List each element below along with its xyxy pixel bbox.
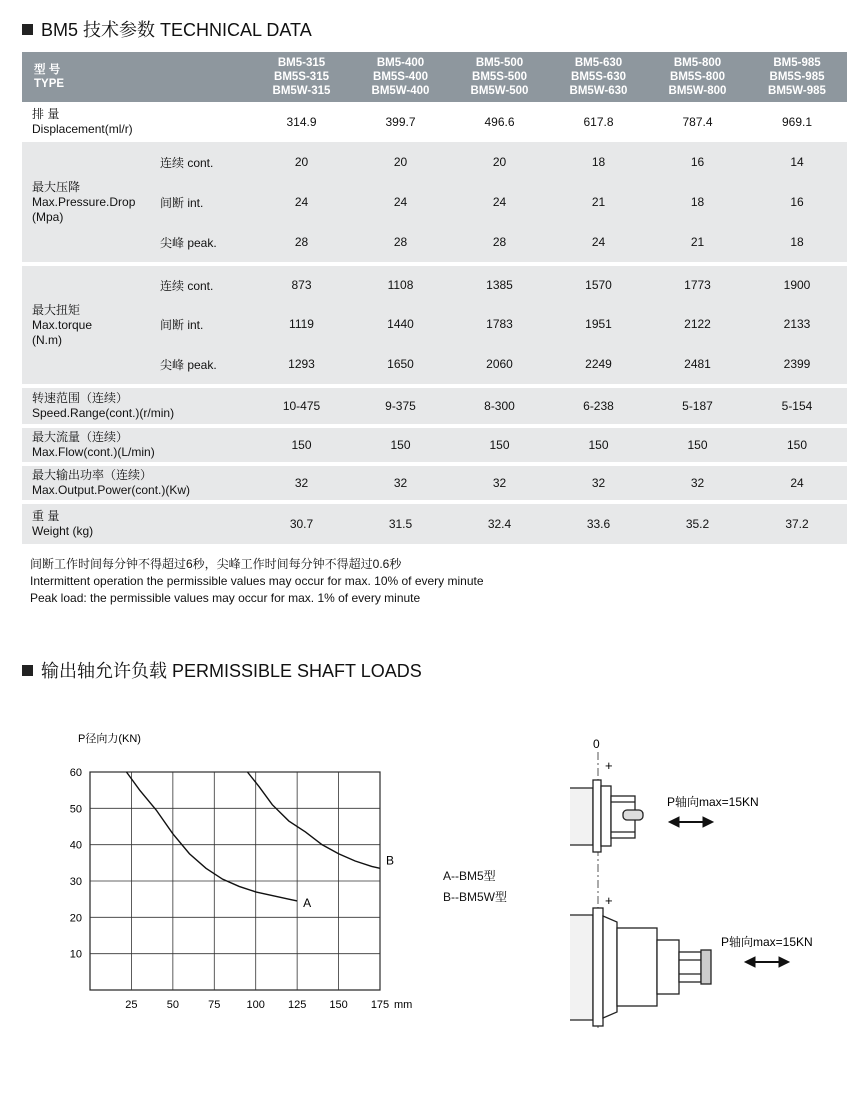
- row-displacement: 排 量 Displacement(ml/r) 314.9 399.7 496.6 617.8 787.4 969.1: [22, 102, 847, 142]
- y-tick-label: 30: [69, 876, 82, 888]
- y-axis-label: P径向力(KN): [78, 733, 141, 745]
- square-bullet-icon: [22, 24, 33, 35]
- x-tick-label: 75: [208, 999, 221, 1011]
- zero-label: 0: [593, 737, 600, 751]
- row-speed: 转速范围（连续） Speed.Range(cont.)(r/min) 10-475 9-375 8-300 6-238 5-187 5-154: [22, 388, 847, 424]
- row-torque-cont: 最大扭矩 Max.torque (N.m) 连续 cont. 873 1108 1385 1570 1773 1900: [22, 266, 847, 304]
- double-arrow-icon: [669, 817, 713, 827]
- type-header: 型 号 TYPE: [22, 52, 252, 102]
- plus-label: +: [605, 893, 613, 908]
- row-torque-peak: 尖峰 peak. 1293 1650 2060 2249 2481 2399: [22, 344, 847, 384]
- shaft-load-chart: [40, 720, 440, 1030]
- row-pressure-int: 间断 int. 24 24 24 21 18 16: [22, 182, 847, 222]
- note-line: Intermittent operation the permissible values may occur for max. 10% of every minute: [30, 574, 484, 588]
- note-line: Peak load: the permissible values may occur for max. 1% of every minute: [30, 591, 421, 605]
- row-power: 最大输出功率（连续） Max.Output.Power(cont.)(Kw) 32 32 32 32 32 24: [22, 466, 847, 500]
- legend-b: B--BM5W型: [443, 890, 507, 904]
- model-header: BM5-630 BM5S-630 BM5W-630: [549, 52, 648, 102]
- row-label-torque: 最大扭矩 Max.torque (N.m): [22, 266, 160, 384]
- section-title-shaft-loads: [22, 657, 422, 683]
- axial-load-label-2: P轴向max=15KN: [721, 935, 813, 949]
- series-label-b: B: [386, 853, 395, 868]
- x-tick-label: 125: [287, 999, 307, 1011]
- series-line-a: [126, 772, 297, 901]
- x-axis-label: mm: [394, 999, 413, 1011]
- series-line-b: [247, 772, 380, 868]
- x-tick-label: 50: [166, 999, 179, 1011]
- double-arrow-icon: [745, 957, 789, 967]
- row-weight: 重 量 Weight (kg) 30.7 31.5 32.4 33.6 35.2 37.2: [22, 504, 847, 544]
- model-header: BM5-400 BM5S-400 BM5W-400: [351, 52, 450, 102]
- notes: [30, 556, 484, 607]
- section-title-text: 输出轴允许负载 PERMISSIBLE SHAFT LOADS: [41, 661, 422, 681]
- y-tick-label: 40: [69, 839, 82, 852]
- square-bullet-icon: [22, 665, 33, 676]
- model-header: BM5-800 BM5S-800 BM5W-800: [648, 52, 747, 102]
- row-label-pressure: 最大压降 Max.Pressure.Drop (Mpa): [22, 142, 160, 262]
- section-title-technical-data: [22, 16, 312, 42]
- row-torque-int: 间断 int. 1119 1440 1783 1951 2122 2133: [22, 304, 847, 344]
- axial-load-label-1: P轴向max=15KN: [667, 795, 759, 809]
- y-tick-label: 20: [69, 912, 82, 925]
- x-tick-label: 25: [125, 999, 138, 1011]
- row-label: 排 量 Displacement(ml/r): [22, 102, 252, 142]
- y-tick-label: 10: [69, 948, 82, 961]
- motor-bm5-drawing: [570, 780, 643, 852]
- y-tick-label: 60: [69, 767, 82, 779]
- x-tick-label: 150: [329, 999, 348, 1011]
- plus-label: +: [605, 758, 613, 773]
- model-header: BM5-500 BM5S-500 BM5W-500: [450, 52, 549, 102]
- row-pressure-cont: 最大压降 Max.Pressure.Drop (Mpa) 连续 cont. 20 20 20 18 16 14: [22, 142, 847, 182]
- section-title-text: BM5 技术参数 TECHNICAL DATA: [41, 20, 312, 40]
- model-header: BM5-315 BM5S-315 BM5W-315: [252, 52, 351, 102]
- x-tick-label: 100: [246, 999, 265, 1011]
- legend-a: A--BM5型: [443, 869, 496, 883]
- row-pressure-peak: 尖峰 peak. 28 28 28 24 21 18: [22, 222, 847, 262]
- x-tick-label: 175: [370, 999, 390, 1011]
- model-header: BM5-985 BM5S-985 BM5W-985: [747, 52, 847, 102]
- series-label-a: A: [303, 895, 312, 910]
- shaft-diagram: [555, 730, 835, 1030]
- table-header-row: [22, 52, 847, 102]
- technical-data-table: [22, 52, 847, 544]
- motor-bm5w-drawing: [570, 908, 711, 1026]
- row-flow: 最大流量（连续） Max.Flow(cont.)(L/min) 150 150 150 150 150 150: [22, 428, 847, 462]
- note-line: 间断工作时间每分钟不得超过6秒，尖峰工作时间每分钟不得超过0.6秒: [30, 557, 402, 571]
- y-tick-label: 50: [69, 803, 82, 816]
